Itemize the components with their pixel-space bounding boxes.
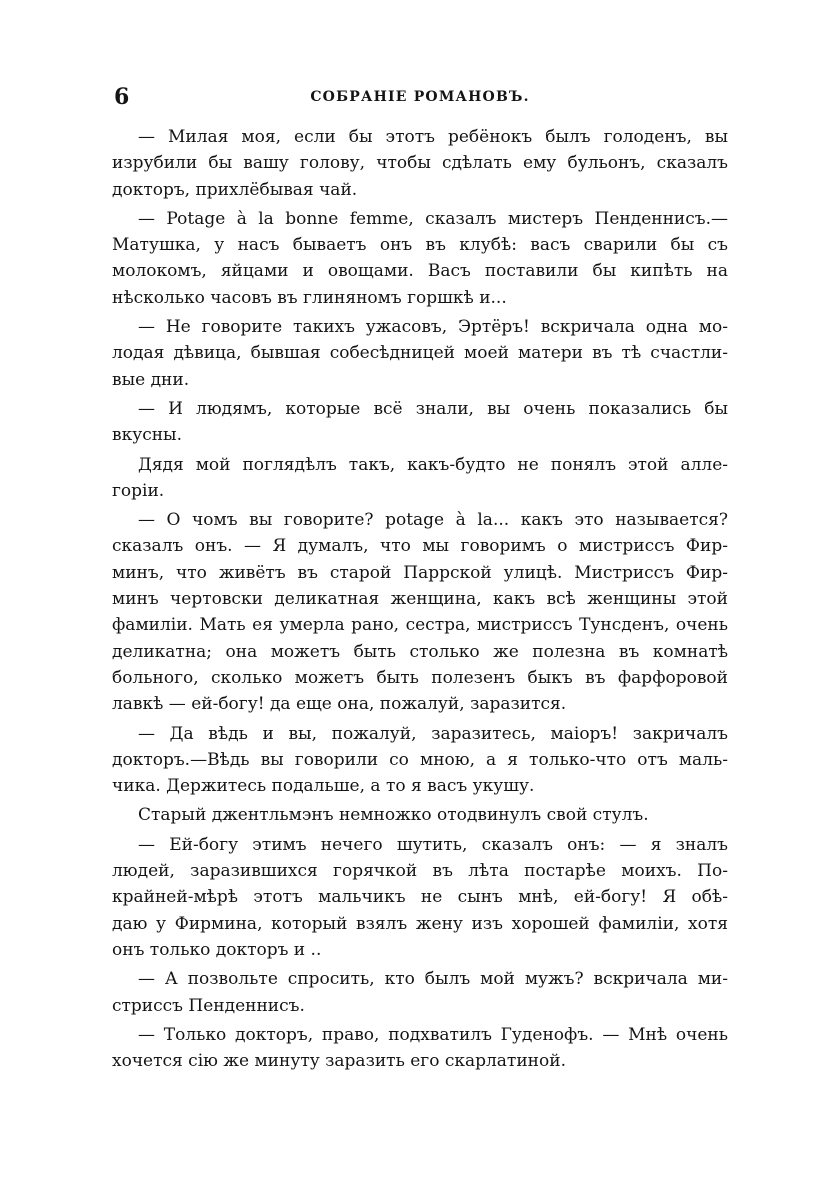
text-line: даю у Фирмина, который взялъ жену изъ хорошей фамиліи, хотя — [112, 913, 728, 934]
text-line: фамиліи. Мать ея умерла рано, сестра, мистриссъ Тунсденъ, очень — [112, 615, 728, 636]
paragraph — [112, 124, 728, 203]
text-line: стриссъ Пенденнисъ. — [112, 995, 305, 1016]
paragraph — [112, 396, 728, 449]
text-line: — Ей-богу этимъ нечего шутить, сказалъ онъ: — я зналъ — [138, 834, 728, 855]
body-text — [112, 124, 728, 1077]
text-line: — Только докторъ, право, подхватилъ Гуденофъ. — Мнѣ очень — [138, 1024, 728, 1045]
text-line: горіи. — [112, 480, 165, 501]
text-line: хочется сію же минуту заразить его скарлатиной. — [112, 1051, 566, 1072]
paragraph — [112, 206, 728, 311]
paragraph — [112, 507, 728, 717]
paragraph — [112, 721, 728, 800]
text-line: онъ только докторъ и .. — [112, 939, 322, 960]
page-header — [112, 84, 728, 110]
paragraph — [112, 314, 728, 393]
page-number: 6 — [114, 84, 130, 110]
text-line: сказалъ онъ. — Я думалъ, что мы говоримъ о мистриссъ Фир- — [112, 536, 728, 557]
text-line: чика. Держитесь подальше, а то я васъ укушу. — [112, 776, 535, 797]
text-line: Дядя мой поглядѣлъ такъ, какъ-будто не понялъ этой алле- — [138, 454, 728, 475]
text-line: людей, заразившихся горячкой въ лѣта постарѣе моихъ. По- — [112, 861, 728, 882]
text-line: — О чомъ вы говорите? potage à la... какъ это называется? — [138, 510, 728, 531]
paragraph — [112, 802, 728, 828]
text-line: деликатна; она можетъ быть столько же полезна въ комнатѣ — [112, 641, 728, 662]
paragraph — [112, 832, 728, 963]
text-line: Старый джентльмэнъ немножко отодвинулъ свой стулъ. — [138, 805, 649, 826]
text-line: вые дни. — [112, 369, 190, 390]
text-line: изрубили бы вашу голову, чтобы сдѣлать ему бульонъ, сказалъ — [112, 153, 728, 174]
text-line: — Potage à la bonne femme, сказалъ мистеръ Пенденнисъ.— — [138, 208, 728, 229]
text-line: Матушка, у насъ бываетъ онъ въ клубѣ: васъ сварили бы съ — [112, 235, 728, 256]
text-line: молокомъ, яйцами и овощами. Васъ поставили бы кипѣть на — [112, 261, 728, 282]
text-line: крайней-мѣрѣ этотъ мальчикъ не сынъ мнѣ, ей-богу! Я обѣ- — [112, 887, 728, 908]
text-line: докторъ.—Вѣдь вы говорили со мною, а я только-что отъ маль- — [112, 749, 728, 770]
paragraph — [112, 1022, 728, 1075]
text-line: нѣсколько часовъ въ глиняномъ горшкѣ и... — [112, 287, 507, 308]
text-line: — Не говорите такихъ ужасовъ, Эртёръ! вскричала одна мо- — [138, 317, 728, 338]
paragraph — [112, 452, 728, 505]
text-line: минъ чертовски деликатная женщина, какъ всѣ женщины этой — [112, 589, 728, 610]
text-line: лавкѣ — ей-богу! да еще она, пожалуй, заразится. — [112, 694, 567, 715]
text-line: — А позвольте спросить, кто былъ мой мужъ? вскричала ми- — [138, 969, 728, 990]
text-line: — Да вѣдь и вы, пожалуй, заразитесь, маіоръ! закричалъ — [138, 723, 728, 744]
text-line: вкусны. — [112, 425, 182, 446]
text-line: — И людямъ, которые всё знали, вы очень показались бы — [138, 398, 728, 419]
text-line: — Милая моя, если бы этотъ ребёнокъ былъ голоденъ, вы — [138, 127, 728, 147]
running-title: СОБРАНІЕ РОМАНОВЪ. — [310, 89, 530, 105]
paragraph — [112, 966, 728, 1019]
text-line: больного, сколько можетъ быть полезенъ быкъ въ фарфоровой — [112, 667, 728, 688]
text-line: лодая дѣвица, бывшая собесѣдницей моей матери въ тѣ счастли- — [112, 343, 728, 364]
text-line: докторъ, прихлёбывая чай. — [112, 179, 358, 200]
text-line: минъ, что живётъ въ старой Паррской улицѣ. Мистриссъ Фир- — [112, 562, 728, 583]
